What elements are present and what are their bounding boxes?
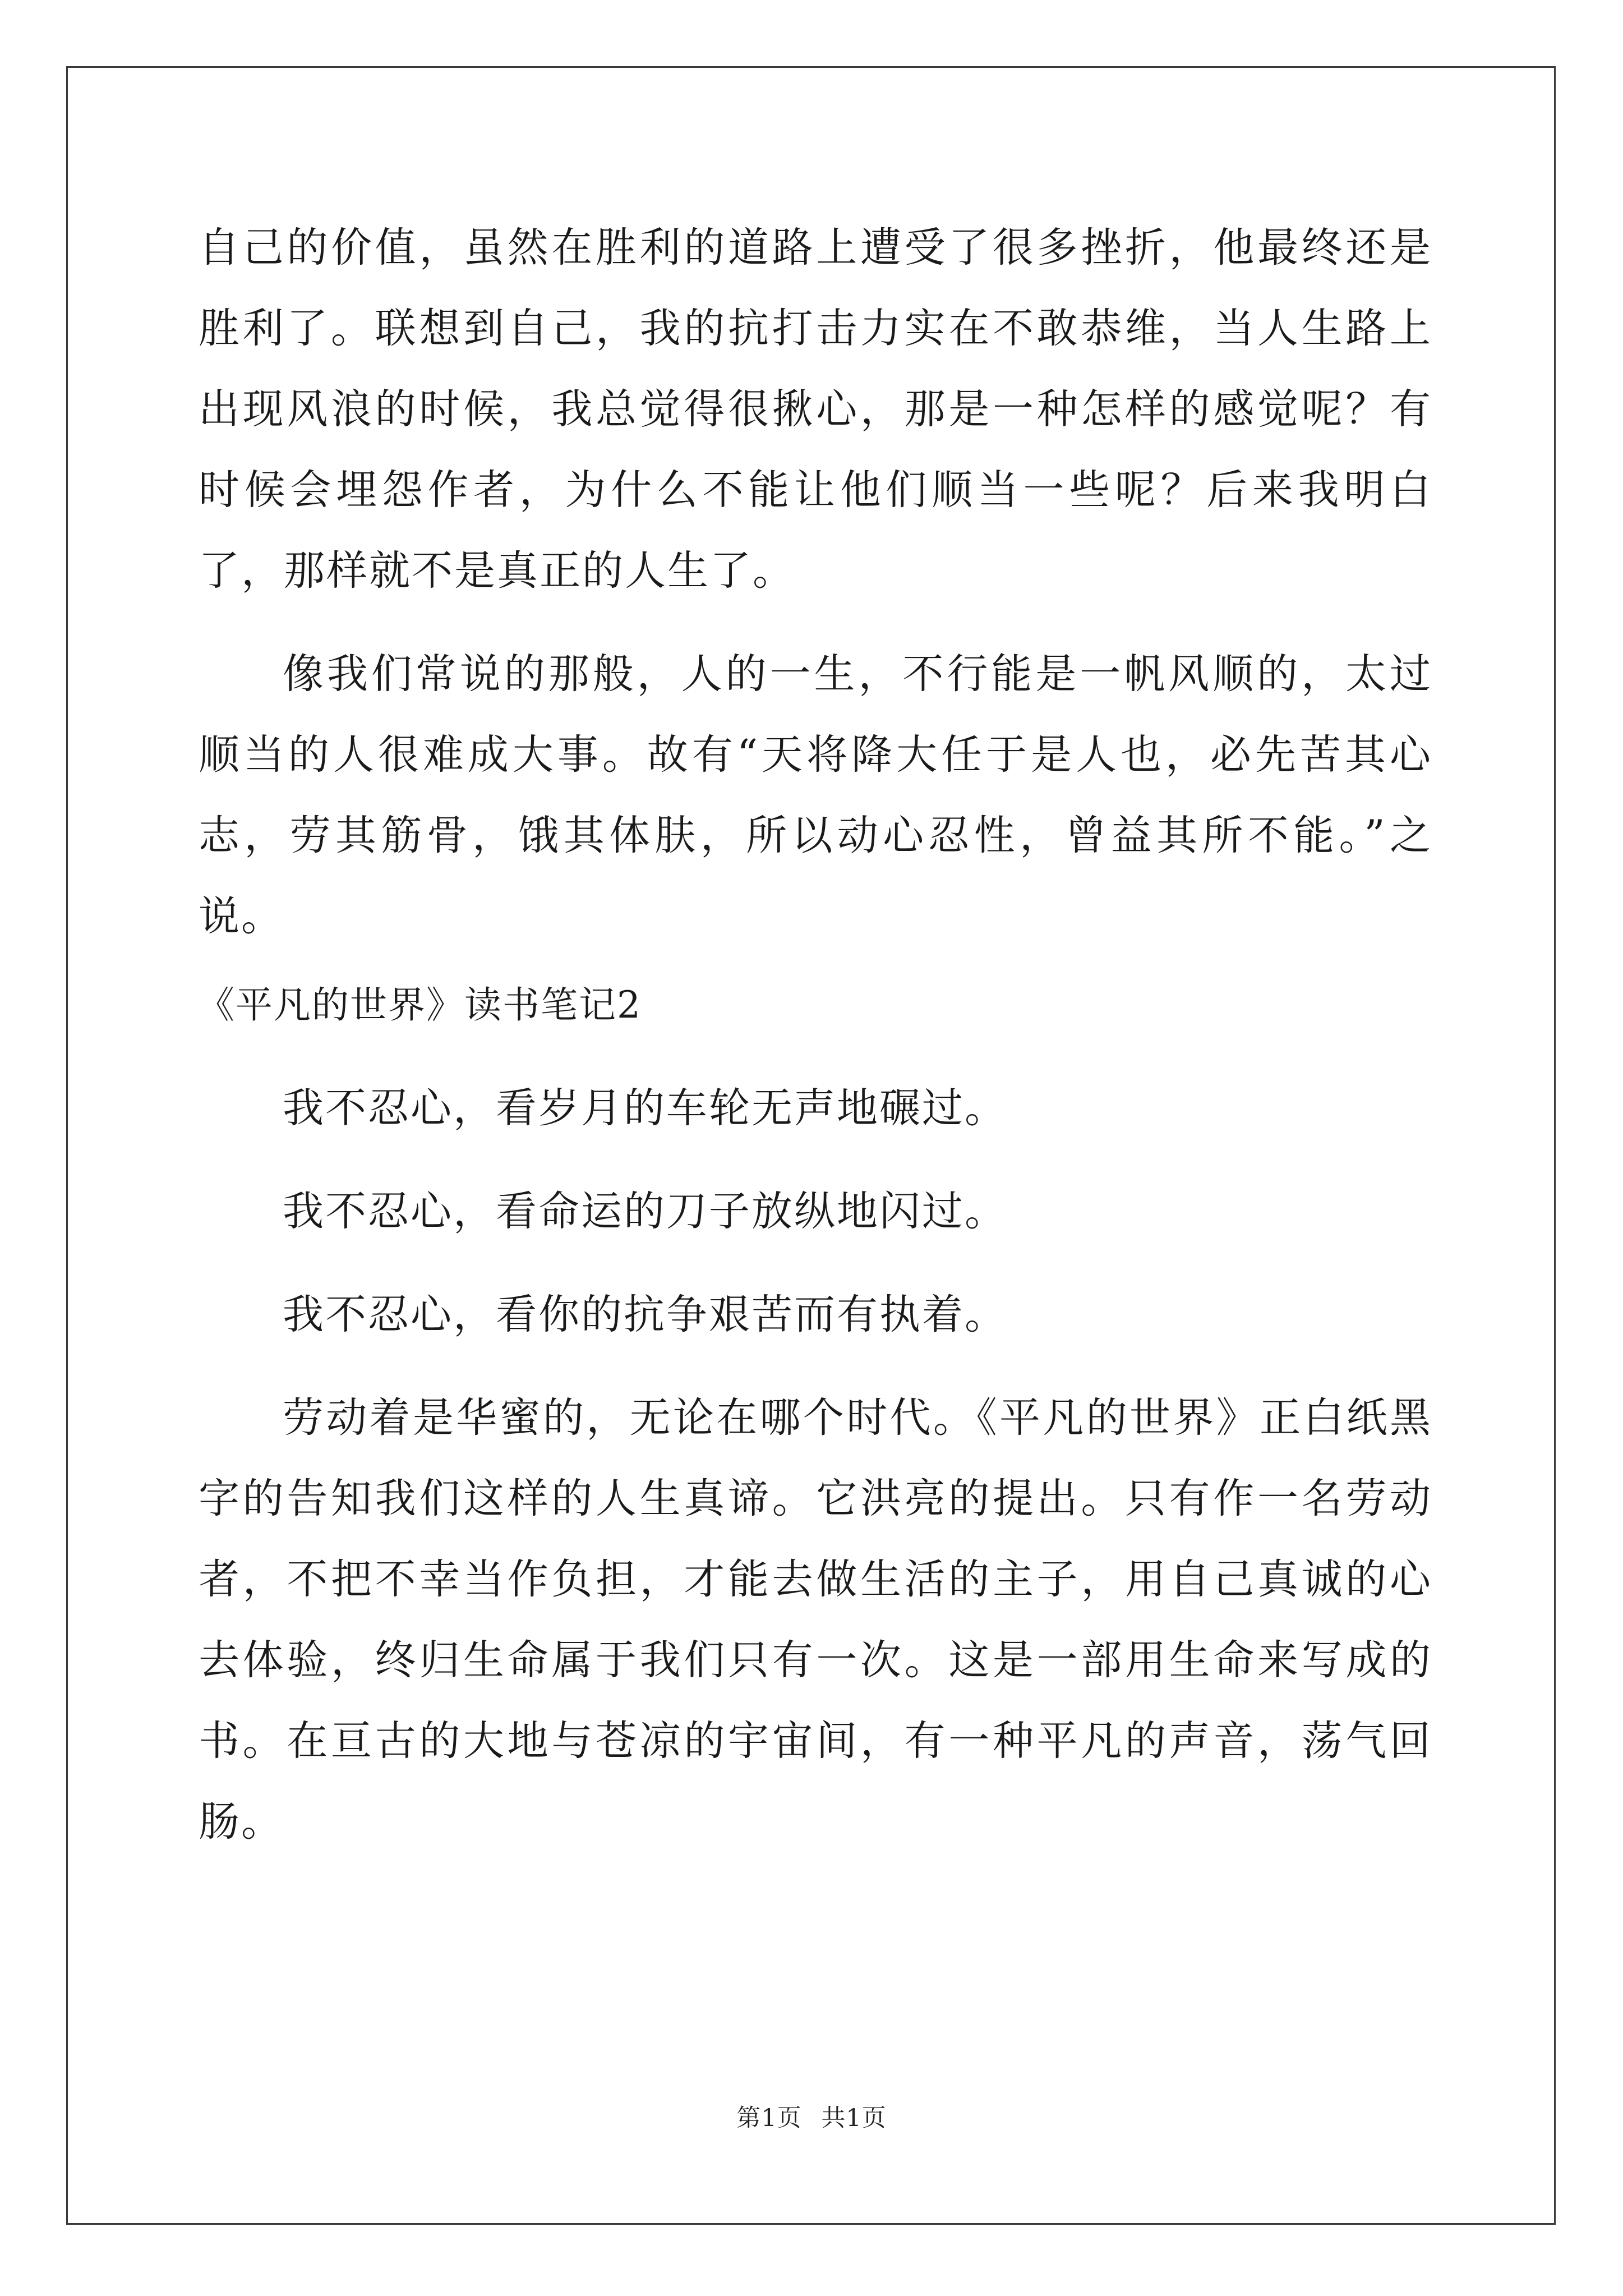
body-paragraph: 劳动着是华蜜的，无论在哪个时代。《平凡的世界》正白纸黑字的告知我们这样的人生真谛。它洪亮的提出。只有作一名劳动者，不把不幸当作负担，才能去做生活的主子，用自己真诚的心去体验，终归生命属于我们只有一次。这是一部用生命来写成的书。在亘古的大地与苍凉的宇宙间，有一种平凡的声音，荡气回肠。 [199,1394,1432,1846]
body-paragraph: 像我们常说的那般，人的一生，不行能是一帆风顺的，太过顺当的人很难成大事。故有“天将降大任于是人也，必先苦其心志，劳其筋骨，饿其体肤，所以动心忍性，曾益其所不能。”之说。 [199,650,1432,940]
page-number: 第1页 [736,2104,802,2132]
section-heading: 《平凡的世界》读书笔记2 [197,983,642,1027]
page-footer [0,2099,1623,2133]
verse-line: 我不忍心，看岁月的车轮无声地碾过。 [283,1084,1007,1132]
body-paragraph: 自己的价值，虽然在胜利的道路上遭受了很多挫折，他最终还是胜利了。联想到自己，我的抗打击力实在不敢恭维，当人生路上出现风浪的时候，我总觉得很揪心，那是一种怎样的感觉呢？有时候会埋怨作者，为什么不能让他们顺当一些呢？后来我明白了，那样就不是真正的人生了。 [199,224,1432,595]
verse-line: 我不忍心，看你的抗争艰苦而有执着。 [283,1291,1007,1338]
verse-line: 我不忍心，看命运的刀子放纵地闪过。 [283,1188,1007,1235]
page-total: 共1页 [821,2104,887,2132]
document-body [199,208,1432,1862]
